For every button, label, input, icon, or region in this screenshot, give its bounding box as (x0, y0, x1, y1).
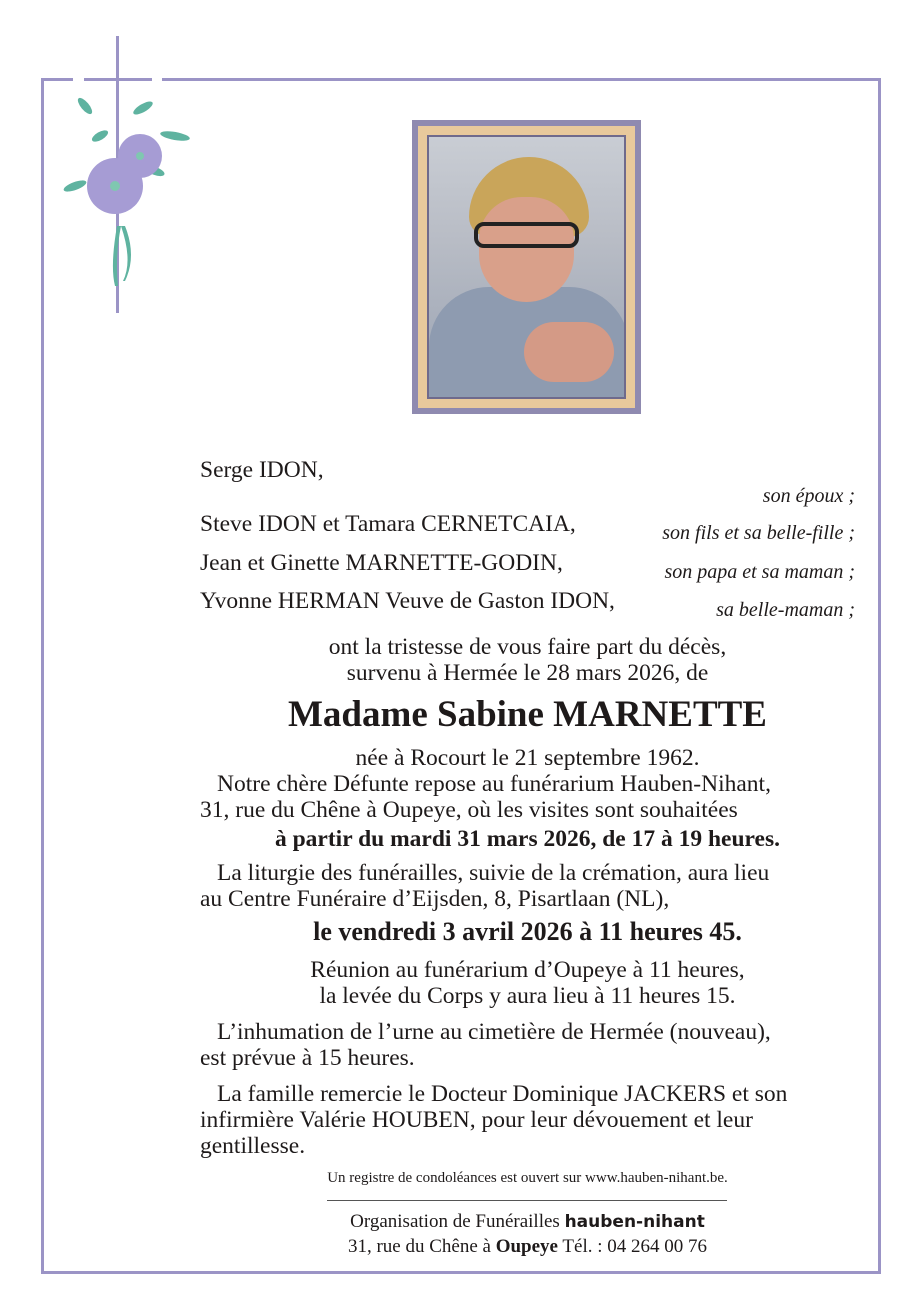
born: née à Rocourt le 21 septembre 1962. (355, 745, 700, 771)
family-name-3: Jean et Ginette MARNETTE-GODIN, (200, 550, 563, 576)
city: Oupeye (495, 1236, 558, 1257)
thanks-1: La famille remercie le Docteur Dominique JACKERS et son (217, 1081, 788, 1107)
family-relation-2: son fils et sa belle-fille ; (662, 522, 855, 544)
meeting-2: la levée du Corps y aura lieu à 11 heures 15. (319, 983, 736, 1009)
inhumation-1: L’inhumation de l’urne au cimetière de Hermée (nouveau), (217, 1019, 771, 1045)
border-bottom (41, 1271, 881, 1274)
border-left (41, 78, 44, 1274)
address: 31, rue du Chêne à (347, 1236, 491, 1257)
funeral-address (140, 1233, 915, 1261)
inhumation-2: est prévue à 15 heures. (200, 1045, 415, 1071)
portrait-photo (412, 120, 641, 414)
thanks-2: infirmière Valérie HOUBEN, pour leur dévouement et leur (200, 1107, 753, 1133)
brand-logo: hauben-nihant (564, 1212, 705, 1232)
family-relation-1: son époux ; (762, 485, 855, 507)
meeting-1: Réunion au funérarium d’Oupeye à 11 heures, (310, 957, 745, 983)
flower-cross-icon (55, 36, 205, 316)
family-relation-3: son papa et sa maman ; (664, 561, 855, 583)
condolence-register: Un registre de condoléances est ouvert sur www.hauben-nihant.be. (327, 1170, 728, 1186)
org-label: Organisation de Funérailles (350, 1211, 560, 1232)
ceremony: le vendredi 3 avril 2026 à 11 heures 45. (313, 917, 742, 946)
announce-2: survenu à Hermée le 28 mars 2026, de (346, 660, 709, 686)
liturgy-1: La liturgie des funérailles, suivie de la crémation, aura lieu (217, 860, 770, 886)
phone: Tél. : 04 264 00 76 (562, 1236, 708, 1257)
family-name-2: Steve IDON et Tamara CERNETCAIA, (200, 511, 576, 537)
deceased-name: Madame Sabine MARNETTE (288, 694, 767, 735)
rest-2: 31, rue du Chêne à Oupeye, où les visites sont souhaitées (200, 797, 738, 823)
funeral-organisation (140, 1208, 915, 1236)
family-name-1: Serge IDON, (200, 457, 324, 483)
visits: à partir du mardi 31 mars 2026, de 17 à 19 heures. (274, 826, 781, 852)
announce-1: ont la tristesse de vous faire part du décès, (328, 634, 727, 660)
border-top-3 (162, 78, 881, 81)
rest-1: Notre chère Défunte repose au funérarium Hauben-Nihant, (217, 771, 771, 797)
footer-divider (327, 1200, 727, 1201)
family-name-4: Yvonne HERMAN Veuve de Gaston IDON, (200, 588, 615, 614)
family-relation-4: sa belle-maman ; (716, 599, 855, 621)
liturgy-2: au Centre Funéraire d’Eijsden, 8, Pisartlaan (NL), (200, 886, 670, 912)
thanks-3: gentillesse. (200, 1133, 306, 1159)
